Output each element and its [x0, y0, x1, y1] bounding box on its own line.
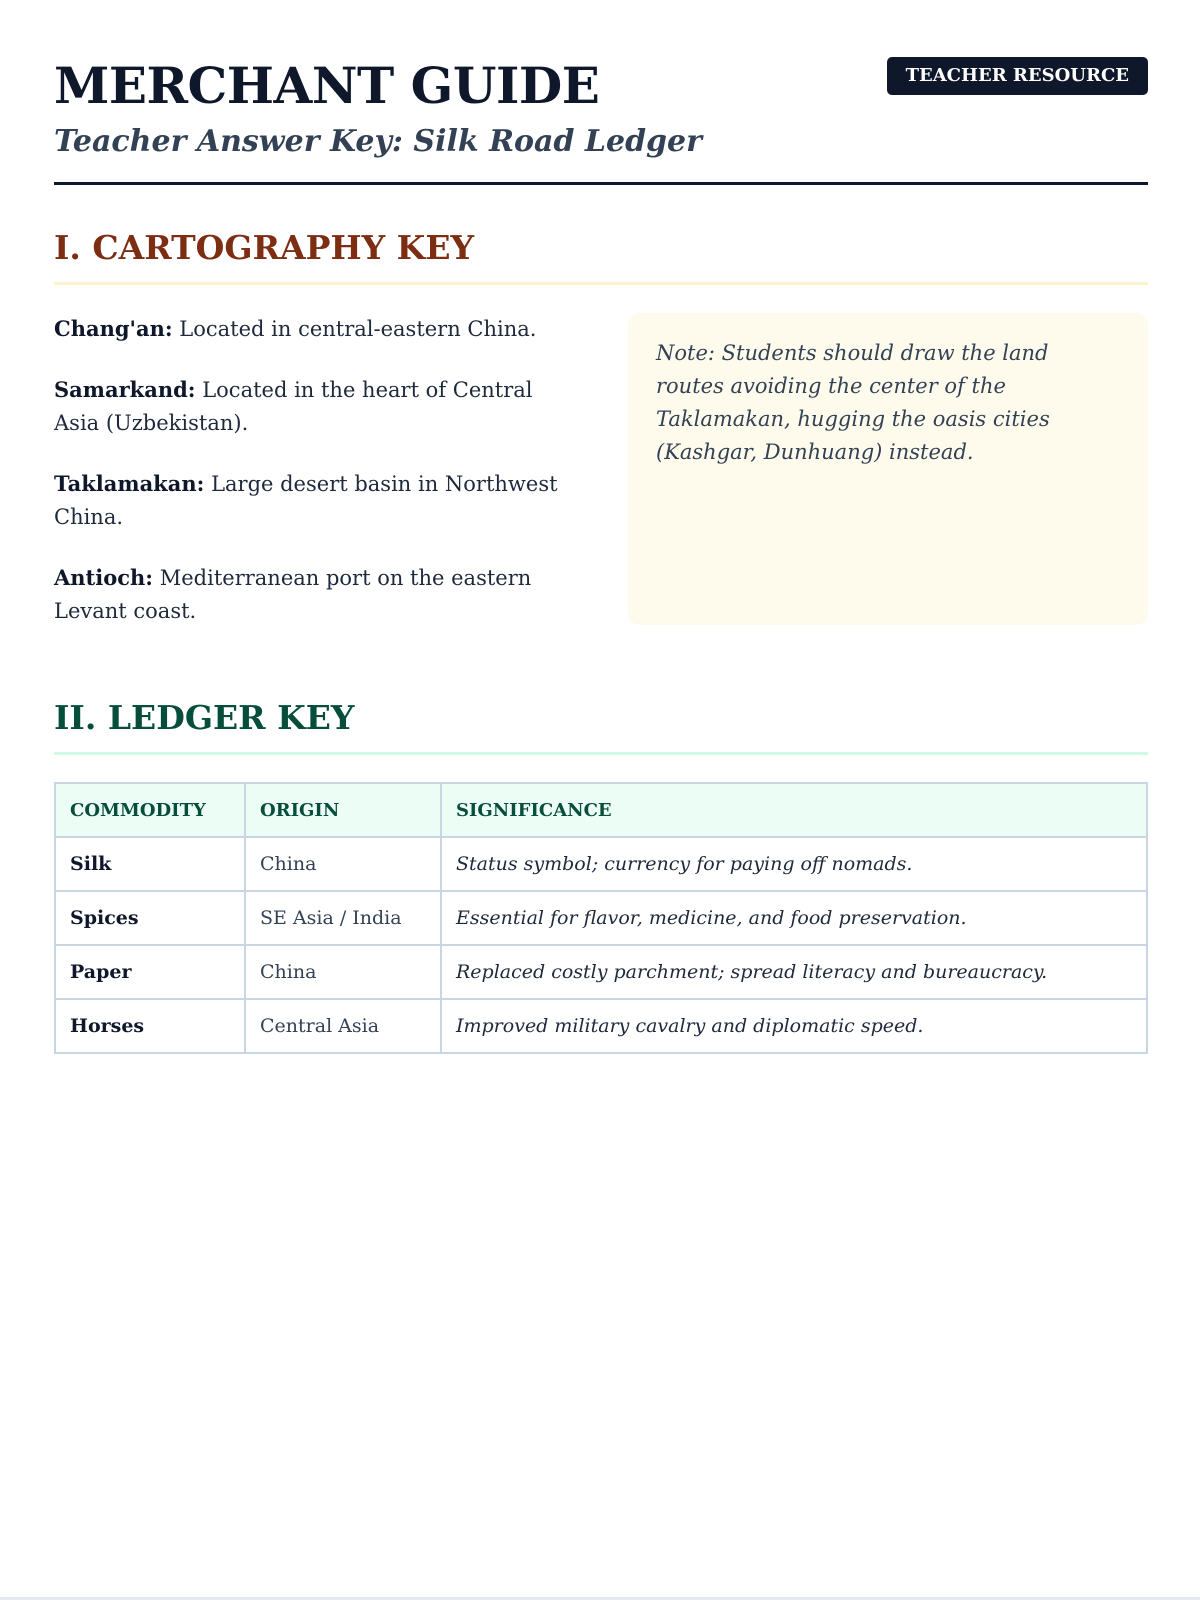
location-description: Located in the heart of Central Asia (Uzbekistan). [54, 378, 533, 435]
document-page [54, 0, 1148, 1037]
commodity-cell: Horses [55, 999, 245, 1053]
location-name: Chang'an: [54, 316, 173, 341]
table-row [55, 999, 1147, 1053]
document-subtitle: Teacher Answer Key: Silk Road Ledger [54, 124, 702, 159]
column-header-commodity: COMMODITY [55, 783, 245, 837]
cartography-section [54, 228, 1148, 632]
location-description: Large desert basin in Northwest China. [54, 472, 558, 529]
commodity-cell: Paper [55, 945, 245, 999]
origin-cell: SE Asia / India [245, 891, 441, 945]
ledger-table [54, 782, 1148, 1054]
location-list [54, 312, 584, 655]
ledger-section [54, 698, 1148, 1054]
column-header-significance: SIGNIFICANCE [441, 783, 1147, 837]
significance-cell: Status symbol; currency for paying off nomads. [441, 837, 1147, 891]
location-item [54, 561, 584, 628]
teacher-note: Note: Students should draw the land routes avoiding the center of the Taklamakan, hugging the oasis cities (Kashgar, Dunhuang) instead. [628, 313, 1148, 625]
location-name: Antioch: [54, 565, 154, 590]
ledger-heading: II. LEDGER KEY [54, 698, 1148, 755]
document-header [54, 0, 1148, 185]
location-item [54, 467, 584, 534]
location-description: Mediterranean port on the eastern Levant coast. [54, 566, 532, 623]
origin-cell: China [245, 837, 441, 891]
significance-cell: Replaced costly parchment; spread literacy and bureaucracy. [441, 945, 1147, 999]
commodity-cell: Spices [55, 891, 245, 945]
cartography-body [54, 312, 1148, 632]
teacher-resource-badge: TEACHER RESOURCE [887, 57, 1148, 95]
significance-cell: Improved military cavalry and diplomatic speed. [441, 999, 1147, 1053]
location-name: Samarkand: [54, 377, 196, 402]
table-row [55, 837, 1147, 891]
document-title: MERCHANT GUIDE [54, 56, 600, 115]
location-description: Located in central-eastern China. [179, 317, 537, 341]
table-header-row [55, 783, 1147, 837]
column-header-origin: ORIGIN [245, 783, 441, 837]
origin-cell: China [245, 945, 441, 999]
commodity-cell: Silk [55, 837, 245, 891]
cartography-heading: I. CARTOGRAPHY KEY [54, 228, 1148, 285]
table-row [55, 891, 1147, 945]
significance-cell: Essential for flavor, medicine, and food preservation. [441, 891, 1147, 945]
location-item [54, 312, 584, 346]
origin-cell: Central Asia [245, 999, 441, 1053]
location-name: Taklamakan: [54, 471, 205, 496]
table-row [55, 945, 1147, 999]
location-item [54, 373, 584, 440]
